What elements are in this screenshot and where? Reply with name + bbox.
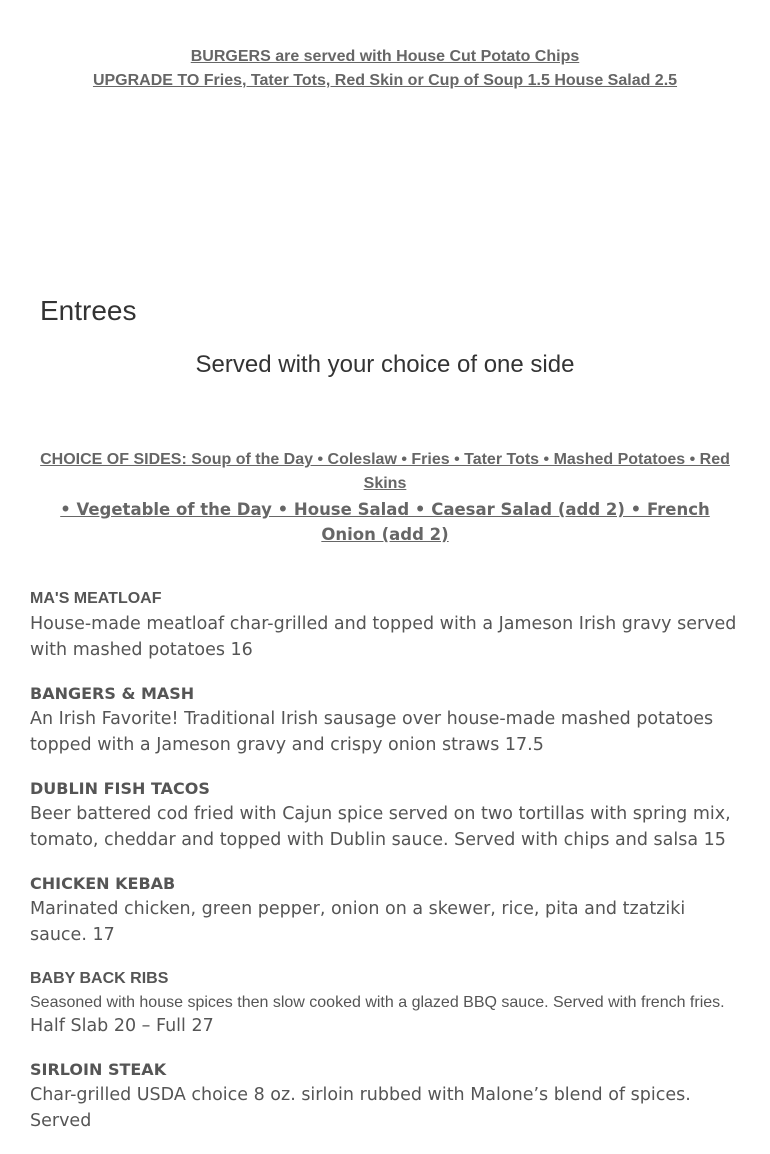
item-description: Char-grilled USDA choice 8 oz. sirloin rubbed with Malone’s blend of spices. Served — [30, 1085, 691, 1131]
burger-note — [0, 45, 770, 93]
item-description: An Irish Favorite! Traditional Irish sausage over house-made mashed potatoes topped with a Jameson gravy and crispy onion straws 17.5 — [30, 709, 714, 755]
item-price: Half Slab 20 – Full 27 — [30, 1016, 214, 1036]
menu-item-meatloaf — [30, 588, 742, 663]
item-name: BABY BACK RIBS — [30, 970, 169, 987]
item-name: SIRLOIN STEAK — [30, 1060, 167, 1079]
burger-note-line1: BURGERS are served with House Cut Potato Chips — [190, 48, 580, 65]
item-name: BANGERS & MASH — [30, 684, 195, 703]
burger-note-line2: UPGRADE TO Fries, Tater Tots, Red Skin or Cup of Soup 1.5 House Salad 2.5 — [92, 72, 678, 89]
menu-item-sirloin-steak — [30, 1059, 742, 1134]
menu-item-baby-back-ribs — [30, 968, 742, 1039]
choice-of-sides — [36, 448, 734, 547]
item-name: MA'S MEATLOAF — [30, 590, 162, 607]
menu-item-chicken-kebab — [30, 873, 742, 948]
entrees-subheading: Served with your choice of one side — [195, 351, 575, 378]
item-description: Beer battered cod fried with Cajun spice served on two tortillas with spring mix, tomato, cheddar and topped with Dublin sauce. Served with chips and salsa 15 — [30, 804, 731, 850]
sides-line-2: • Vegetable of the Day • House Salad • Caesar Salad (add 2) • French Onion (add 2) — [60, 500, 710, 544]
entrees-heading: Entrees — [40, 295, 137, 326]
entree-list — [30, 588, 742, 1154]
menu-item-fish-tacos — [30, 778, 742, 853]
menu-item-bangers-mash — [30, 683, 742, 758]
item-description: Marinated chicken, green pepper, onion on a skewer, rice, pita and tzatziki sauce. 17 — [30, 899, 686, 945]
item-description: House-made meatloaf char-grilled and topped with a Jameson Irish gravy served with mashed potatoes 16 — [30, 614, 737, 660]
sides-line-1: CHOICE OF SIDES: Soup of the Day • Coleslaw • Fries • Tater Tots • Mashed Potatoes • Red Skins — [40, 451, 730, 492]
item-name: DUBLIN FISH TACOS — [30, 779, 210, 798]
item-name: CHICKEN KEBAB — [30, 874, 176, 893]
item-description: Seasoned with house spices then slow cooked with a glazed BBQ sauce. Served with french fries. — [30, 994, 725, 1011]
